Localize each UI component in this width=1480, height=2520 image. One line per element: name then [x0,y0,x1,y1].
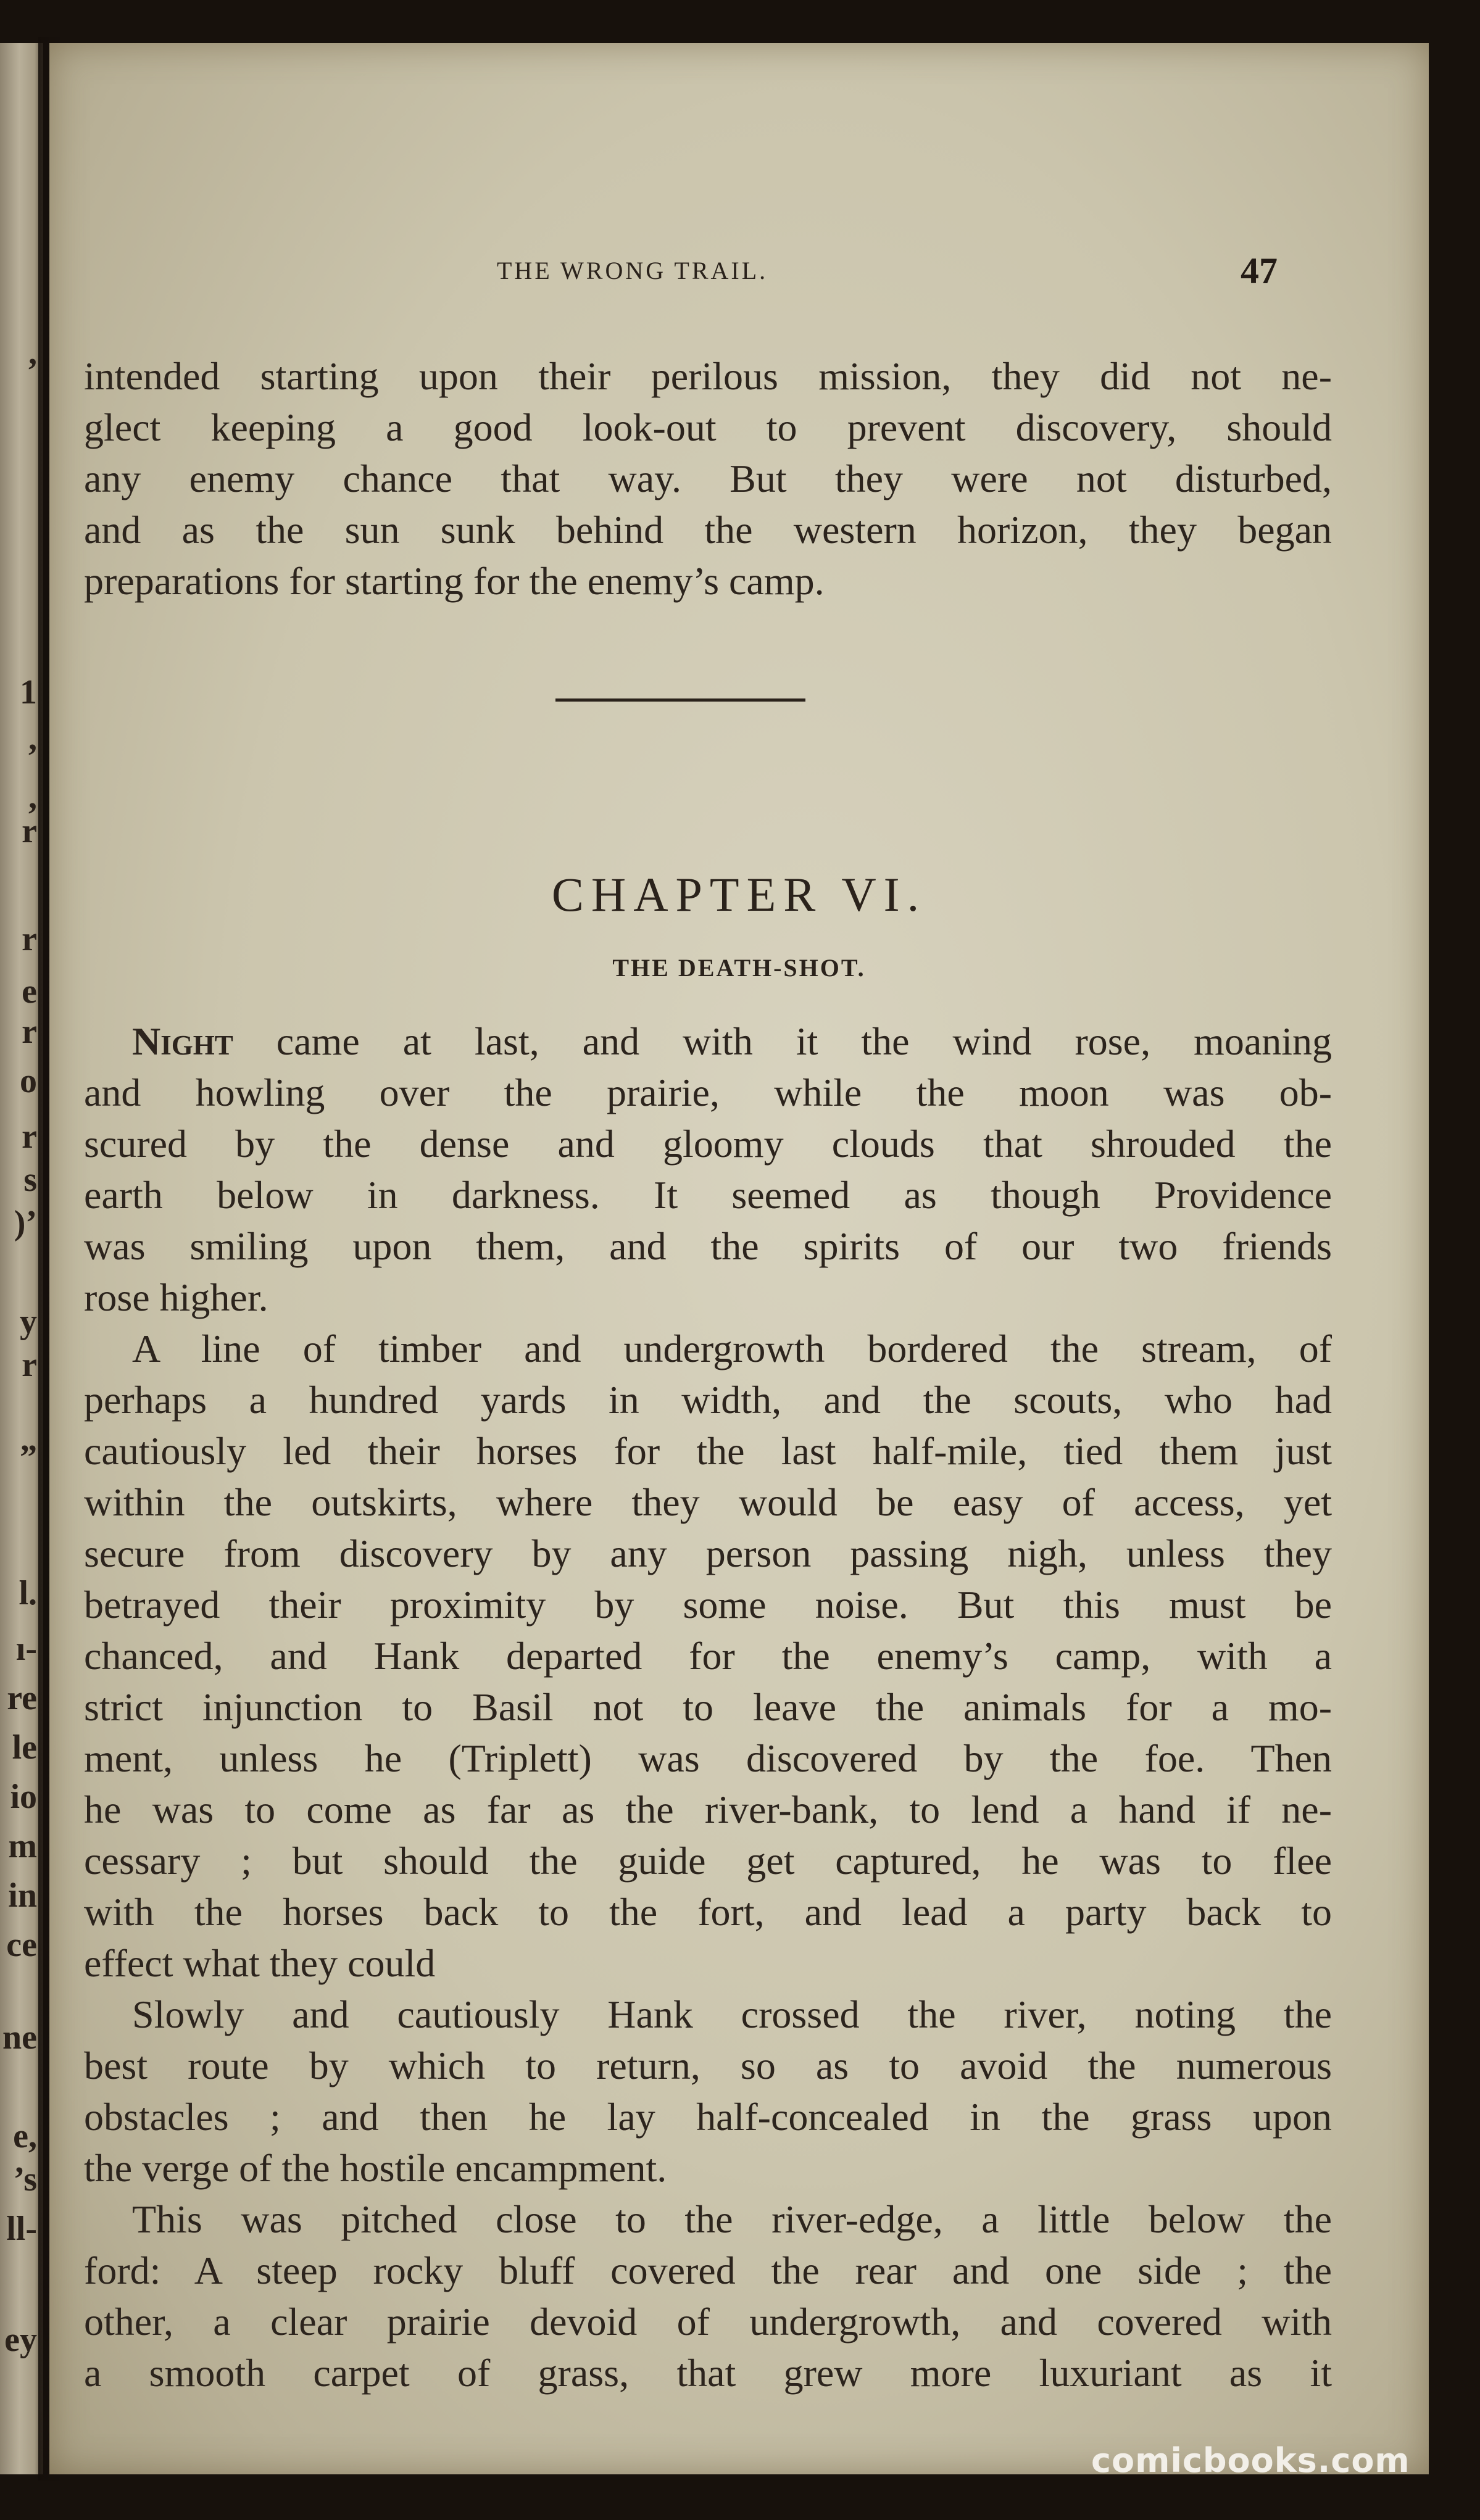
facing-page-fragment: re [7,1679,37,1717]
facing-page-fragment: o [20,1062,37,1100]
facing-page-fragment: ne [2,2018,37,2057]
facing-page-fragment: ey [4,2321,37,2359]
facing-page-fragment: io [10,1778,37,1816]
text-line: Slowly and cautiously Hank crossed the river, noting the [132,1992,1332,2036]
text-line-rest: came at last, and with it the wind rose, moaning [233,1019,1332,1063]
facing-page-fragment: m [8,1827,37,1865]
text-line: chanced, and Hank departed for the enemy’s camp, with a [84,1634,1332,1678]
facing-page-fragment: e [22,972,37,1011]
text-line: glect keeping a good look-out to prevent discovery, should [84,405,1332,449]
facing-page-fragment: l. [19,1574,37,1612]
text-line: best route by which to return, so as to avoid the numerous [84,2044,1332,2087]
text-line: preparations for starting for the enemy’s camp. [84,559,825,603]
text-line: cessary ; but should the guide get captured, he was to flee [84,1839,1332,1883]
text-line: was smiling upon them, and the spirits of our two friends [84,1224,1332,1268]
facing-page-fragment: s [23,1161,37,1199]
facing-page-fragment: ’s [13,2160,37,2199]
text-line: perhaps a hundred yards in width, and the scouts, who had [84,1378,1332,1422]
section-divider-rule [555,698,805,702]
facing-page-fragment: 1 [20,673,37,711]
text-line: earth below in darkness. It seemed as though Providence [84,1173,1332,1217]
text-line: This was pitched close to the river-edge, a little below the [132,2197,1332,2241]
running-title: THE WRONG TRAIL. [497,257,768,284]
facing-page-fragment: e, [13,2117,37,2155]
facing-page-fragment: ce [6,1926,37,1964]
opening-word: Night [132,1019,233,1063]
facing-page-fragment: in [8,1876,37,1915]
text-line: intended starting upon their perilous mission, they did not ne- [84,354,1332,398]
text-line: and as the sun sunk behind the western horizon, they began [84,508,1332,552]
facing-page-fragment: r [22,812,37,850]
text-line: A line of timber and undergrowth bordered the stream, of [132,1327,1332,1370]
facing-page-fragment: ı- [15,1630,37,1668]
text-line: and howling over the prairie, while the moon was ob- [84,1071,1332,1114]
page-number: 47 [1241,251,1278,291]
text-line: he was to come as far as the river-bank, to lend a hand if ne- [84,1788,1332,1831]
text-line: other, a clear prairie devoid of undergrowth, and covered with [84,2300,1332,2344]
facing-page-fragment: , [28,719,37,758]
text-line: cautiously led their horses for the last half-mile, tied them just [84,1429,1332,1473]
paragraph-continuation [84,350,1332,607]
text-line: any enemy chance that way. But they were not disturbed, [84,457,1332,500]
facing-page-fragment: r [22,1346,37,1384]
text-line: scured by the dense and gloomy clouds that shrouded the [84,1122,1332,1166]
text-line: with the horses back to the fort, and lead a party back to [84,1890,1332,1934]
chapter-heading: CHAPTER VI. [551,868,927,921]
text-line: a smooth carpet of grass, that grew more luxuriant as it [84,2351,1332,2395]
text-line: the verge of the hostile encampment. [84,2146,667,2190]
facing-page-fragment: y [20,1303,37,1341]
facing-page-fragment: le [12,1728,37,1767]
chapter-body [84,1016,1332,2398]
facing-page-fragment: )’ [14,1204,37,1242]
book-page [49,43,1429,2474]
chapter-subtitle: THE DEATH-SHOT. [612,954,866,982]
text-line: effect what they could [84,1941,436,1985]
facing-page-fragment: r [22,920,37,958]
facing-page-fragment: , [28,778,37,816]
facing-page-fragment: ll- [6,2210,37,2248]
facing-page-fragment: r [22,1013,37,1051]
running-head [49,213,1429,291]
facing-page-fragment: ” [20,1438,37,1477]
text-line: betrayed their proximity by some noise. But this must be [84,1583,1332,1627]
text-line: obstacles ; and then he lay half-concealed in the grass upon [84,2095,1332,2139]
text-line: ford: A steep rocky bluff covered the rear and one side ; the [84,2249,1332,2292]
facing-page-fragment: r [22,1117,37,1156]
text-line: within the outskirts, where they would be easy of access, yet [84,1480,1332,1524]
text-line: strict injunction to Basil not to leave the animals for a mo- [84,1685,1332,1729]
text-line [84,1016,1332,1067]
site-watermark: comicbooks.com [1091,2441,1410,2480]
text-line: secure from discovery by any person passing nigh, unless they [84,1531,1332,1575]
text-line: rose higher. [84,1275,268,1319]
facing-page-fragment: , [28,334,37,372]
facing-page-edge [0,43,43,2474]
text-line: ment, unless he (Triplett) was discovered by the foe. Then [84,1736,1332,1780]
